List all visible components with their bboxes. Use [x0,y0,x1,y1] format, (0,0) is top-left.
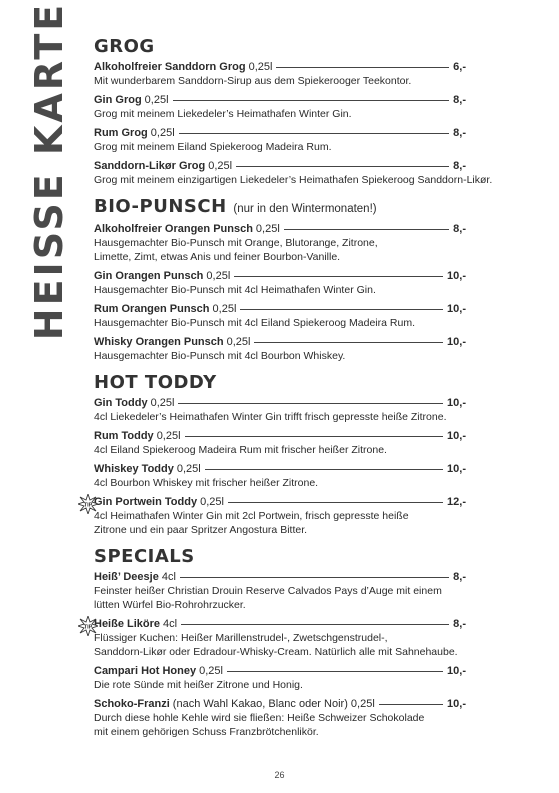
item-volume: 4cl [161,571,176,583]
item-name: Gin Orangen Punsch [94,270,204,282]
item-line [94,429,466,443]
item-price: 10,- [447,430,466,442]
item-name: Whiskey Toddy [94,463,174,475]
item-volume: 0,25l [144,94,169,106]
item-description: Die rote Sünde mit heißer Zitrone und Honig. [94,679,303,691]
tip-label: TIP [83,624,93,631]
section-title: BIO-PUNSCH [94,196,227,217]
menu-section [94,196,466,363]
item-description: Durch diese hohle Kehle wird sie fließen: Heiße Schweizer Schokolade [94,712,425,724]
item-description: Sanddorn-Likør oder Edradour-Whisky-Cream. Natürlich alle mit Sahnehaube. [94,646,458,658]
dot-leader [227,671,443,672]
item-volume: 0,25l [199,665,223,677]
item-name: Heiße Liköre [94,618,161,630]
menu-item [94,93,466,121]
dot-leader [236,166,449,167]
dot-leader [234,276,443,277]
item-volume: 0,25l [156,430,181,442]
item-volume: 0,25l [226,336,251,348]
item-volume: 0,25l [255,223,280,235]
item-volume: 0,25l [150,397,175,409]
menu-item [94,664,466,692]
menu-item [94,60,466,88]
menu-item [94,159,493,187]
item-description: Hausgemachter Bio-Punsch mit 4cl Heimathafen Winter Gin. [94,284,376,296]
tip-badge-icon [78,616,98,636]
item-line [94,302,466,316]
item-description: Flüssiger Kuchen: Heißer Marillenstrudel-, Zwetschgenstrudel-, [94,632,388,644]
dot-leader [228,502,443,503]
menu-item [94,126,466,154]
item-name: Whisky Orangen Punsch [94,336,224,348]
item-description: Limette, Zimt, etwas Anis und feiner Bourbon-Vanille. [94,251,341,263]
item-description: Grog mit meinem Eiland Spiekeroog Madeira Rum. [94,141,332,153]
menu-item [94,302,466,330]
item-name: Gin Toddy [94,397,148,409]
item-description: lütten Würfel Bio-Rohrohrzucker. [94,599,246,611]
item-volume: 0,25l [206,270,231,282]
vertical-title-text: HEISSE KARTE [27,1,71,341]
item-volume: 0,25l [248,61,273,73]
item-description: 4cl Eiland Spiekeroog Madeira Rum mit frischer heißer Zitrone. [94,444,387,456]
dot-leader [181,624,449,625]
item-line [94,396,466,410]
vertical-page-title [20,1,78,341]
dot-leader [179,133,450,134]
item-line [94,617,466,631]
item-description: Mit wunderbarem Sanddorn-Sirup aus dem Spiekerooger Teekontor. [94,75,412,87]
item-line [94,697,466,711]
item-volume: 0,25l [150,127,175,139]
item-line [94,664,466,678]
section-note: (nur in den Wintermonaten!) [233,203,377,215]
tip-label: TIP [83,502,93,509]
item-line [94,335,466,349]
item-volume: 0,25l [208,160,233,172]
item-description: Zitrone und ein paar Spritzer Angostura Bitter. [94,524,308,536]
section-heading [94,36,466,58]
item-line [94,495,466,509]
item-price: 8,- [453,618,466,630]
dot-leader [173,100,450,101]
item-price: 12,- [447,496,466,508]
item-description: 4cl Bourbon Whiskey mit frischer heißer Zitrone. [94,477,319,489]
section-heading [94,546,466,568]
menu-section [83,372,466,537]
menu-content [83,36,493,748]
menu-item [94,462,466,490]
item-description: 4cl Heimathafen Winter Gin mit 2cl Portwein, frisch gepresste heiße [94,510,409,522]
item-volume: 4cl [163,618,178,630]
item-line [94,222,466,236]
item-volume: 0,25l [176,463,201,475]
item-name: Rum Toddy [94,430,154,442]
item-name: Rum Grog [94,127,148,139]
item-price: 8,- [453,160,466,172]
item-description: 4cl Liekedeler’s Heimathafen Winter Gin trifft frisch gepresste heiße Zitrone. [94,411,447,423]
item-volume: 0,25l [212,303,237,315]
item-name: Alkoholfreier Sanddorn Grog [94,61,246,73]
item-price: 10,- [447,303,466,315]
menu-item [94,269,466,297]
item-description: Hausgemachter Bio-Punsch mit 4cl Eiland Spiekeroog Madeira Rum. [94,317,415,329]
item-description: Feinster heißer Christian Drouin Reserve Calvados Pays d’Auge mit einem [94,585,442,597]
dot-leader [379,704,443,705]
item-price: 8,- [453,127,466,139]
item-line [94,462,466,476]
item-price: 10,- [447,698,466,710]
menu-item [94,570,466,612]
item-description: Grog mit meinem Liekedeler’s Heimathafen Winter Gin. [94,108,352,120]
menu-item [94,429,466,457]
dot-leader [254,342,443,343]
menu-item [83,495,466,537]
item-price: 10,- [447,463,466,475]
item-line [94,159,466,173]
item-name: Heiß’ Deesje [94,571,159,583]
item-line [94,570,466,584]
dot-leader [178,403,443,404]
section-heading [94,196,466,220]
item-line [94,93,466,107]
item-name: Schoko-Franzi [94,698,170,710]
dot-leader [276,67,449,68]
tip-badge-icon [78,494,98,514]
dot-leader [284,229,449,230]
menu-section [83,546,466,739]
item-name: Gin Grog [94,94,142,106]
menu-item [94,697,466,739]
section-title: HOT TODDY [94,372,217,393]
menu-item [94,335,466,363]
item-description: Hausgemachter Bio-Punsch mit Orange, Blutorange, Zitrone, [94,237,378,249]
item-price: 8,- [453,94,466,106]
menu-item [94,396,466,424]
dot-leader [185,436,443,437]
item-name: Gin Portwein Toddy [94,496,198,508]
section-heading [94,372,466,394]
menu-section [94,36,493,187]
item-price: 8,- [453,571,466,583]
item-line [94,126,466,140]
item-name: Alkoholfreier Orangen Punsch [94,223,253,235]
item-price: 10,- [447,397,466,409]
item-name: Sanddorn-Likør Grog [94,160,206,172]
item-description: Hausgemachter Bio-Punsch mit 4cl Bourbon Whiskey. [94,350,346,362]
item-line [94,269,466,283]
item-line [94,60,466,74]
item-name: Rum Orangen Punsch [94,303,210,315]
dot-leader [205,469,443,470]
item-price: 10,- [447,665,466,677]
menu-item [94,222,466,264]
section-title: SPECIALS [94,546,195,567]
dot-leader [240,309,443,310]
item-price: 6,- [453,61,466,73]
item-price: 10,- [447,336,466,348]
item-price: 8,- [453,223,466,235]
item-description: mit einem gehörigen Schuss Franzbrötchenlikör. [94,726,319,738]
dot-leader [180,577,449,578]
menu-item [83,617,466,659]
item-name: Campari Hot Honey [94,665,197,677]
section-title: GROG [94,36,155,57]
item-description: Grog mit meinem einzigartigen Liekedeler’s Heimathafen Spiekeroog Sanddorn-Likør. [94,174,493,186]
item-volume: (nach Wahl Kakao, Blanc oder Noir) 0,25l [172,698,375,710]
item-price: 10,- [447,270,466,282]
item-volume: 0,25l [200,496,224,508]
page-number: 26 [274,770,285,780]
